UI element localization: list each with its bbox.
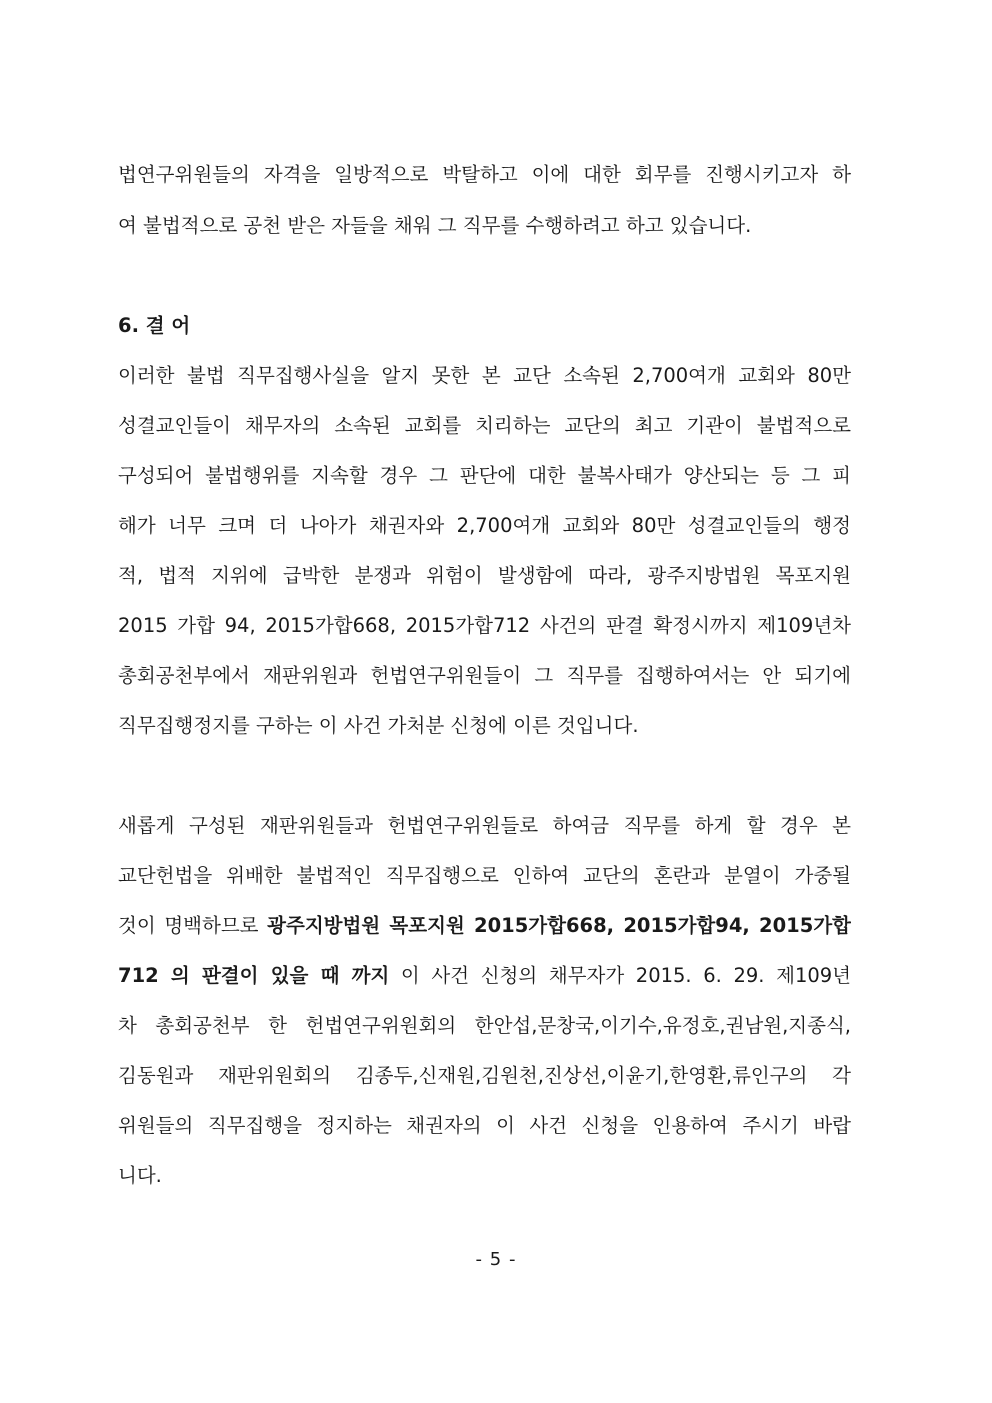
final-line-4-bold: 712 의 판결이 있을 때 까지	[118, 964, 390, 987]
section-line: 2015 가합 94, 2015가합668, 2015가합712 사건의 판결 확정시까지 제109년차	[118, 614, 851, 637]
intro-line-2: 여 불법적으로 공천 받은 자들을 채워 그 직무를 수행하려고 하고 있습니다.	[118, 214, 752, 237]
final-line-5: 차 총회공천부 한 헌법연구위원회의 한안섭,문창국,이기수,유정호,권남원,지종식,	[118, 1014, 851, 1037]
final-line-1: 새롭게 구성된 재판위원들과 헌법연구위원들로 하여금 직무를 하게 할 경우 본	[118, 814, 851, 837]
section-line: 이러한 불법 직무집행사실을 알지 못한 본 교단 소속된 2,700여개 교회와 80만	[118, 364, 851, 387]
final-line-2: 교단헌법을 위배한 불법적인 직무집행으로 인하여 교단의 혼란과 분열이 가중될	[118, 864, 851, 887]
final-line-4	[118, 963, 851, 989]
final-line-4-text: 이 사건 신청의 채무자가 2015. 6. 29. 제109년	[389, 964, 851, 987]
final-line-3-bold: 광주지방법원 목포지원 2015가합668, 2015가합94, 2015가합	[267, 914, 851, 937]
section-heading: 6. 결 어	[118, 314, 191, 337]
section-line: 직무집행정지를 구하는 이 사건 가처분 신청에 이른 것입니다.	[118, 714, 639, 737]
page-number: - 5 -	[475, 1249, 517, 1270]
final-line-3	[118, 913, 851, 939]
section-line: 구성되어 불법행위를 지속할 경우 그 판단에 대한 불복사태가 양산되는 등 그 피	[118, 464, 851, 487]
section-line: 해가 너무 크며 더 나아가 채권자와 2,700여개 교회와 80만 성결교인들의 행정	[118, 514, 851, 537]
intro-line-1: 법연구위원들의 자격을 일방적으로 박탈하고 이에 대한 회무를 진행시키고자 하	[118, 163, 851, 186]
section-line: 적, 법적 지위에 급박한 분쟁과 위험이 발생함에 따라, 광주지방법원 목포지원	[118, 564, 851, 587]
final-line-8: 니다.	[118, 1164, 162, 1187]
section-line: 성결교인들이 채무자의 소속된 교회를 치리하는 교단의 최고 기관이 불법적으로	[118, 414, 851, 437]
final-line-7: 위원들의 직무집행을 정지하는 채권자의 이 사건 신청을 인용하여 주시기 바랍	[118, 1114, 851, 1137]
section-line: 총회공천부에서 재판위원과 헌법연구위원들이 그 직무를 집행하여서는 안 되기에	[118, 664, 851, 687]
final-line-6: 김동원과 재판위원회의 김종두,신재원,김원천,진상선,이윤기,한영환,류인구의 각	[118, 1064, 851, 1087]
final-line-3-text: 것이 명백하므로	[118, 914, 268, 937]
